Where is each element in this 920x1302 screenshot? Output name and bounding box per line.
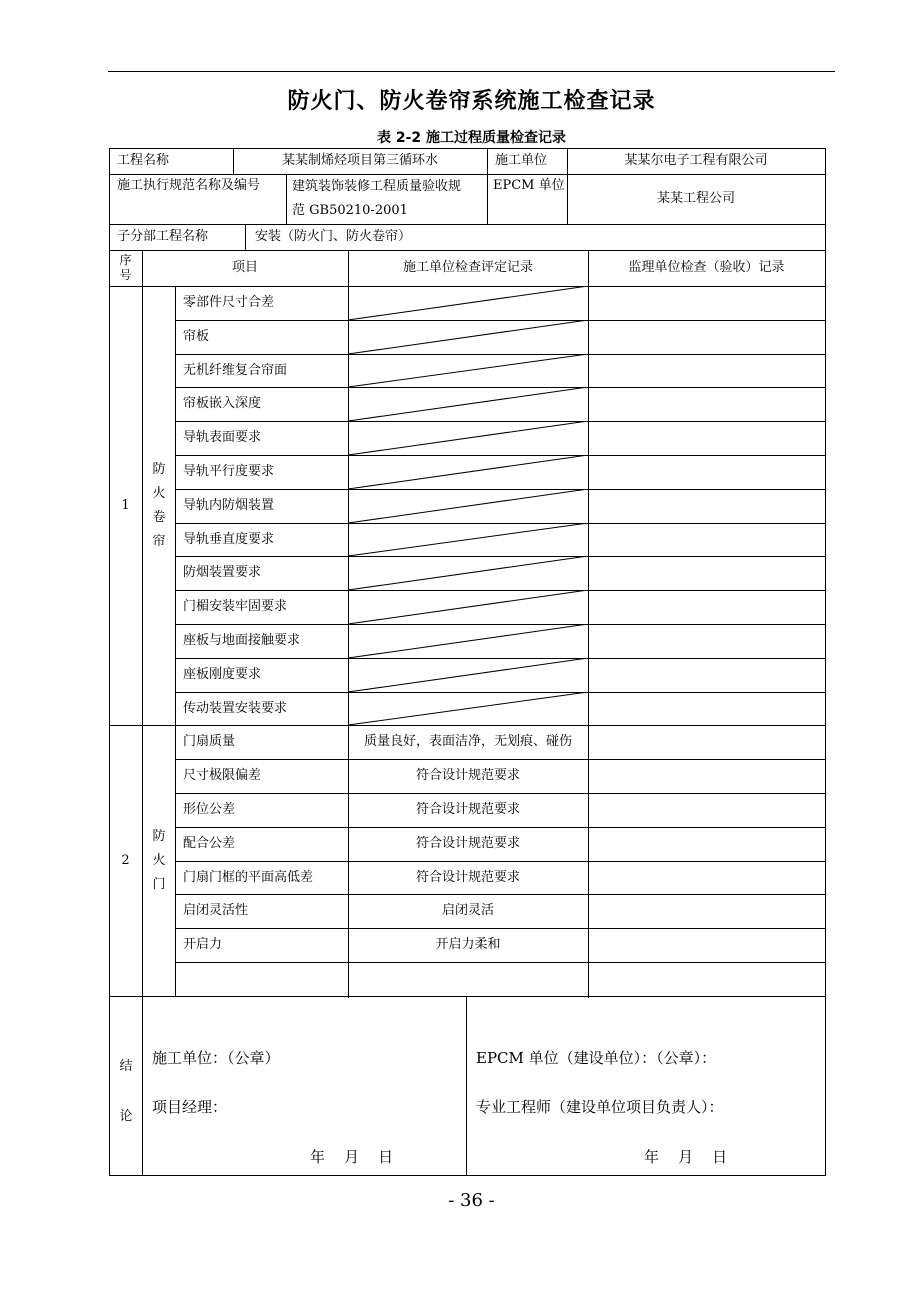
page-number: - 36 - [448,1190,495,1211]
item-name [175,759,348,793]
item-name [175,421,348,455]
item-name [175,962,348,996]
epcm-value [567,174,825,224]
epcm-date-text: 年 月 日 [644,1148,728,1166]
table-hline [109,1175,826,1176]
contractor-value [567,148,825,174]
professional-engineer-text: 专业工程师（建设单位项目负责人）： [476,1098,724,1116]
epcm-label [487,174,567,198]
contractor-record-text: 符合设计规范要求 [415,869,520,885]
column-contractor-header [348,250,588,286]
item-name [175,489,348,523]
contractor-record-text: 开启力柔和 [435,937,501,952]
item-name-text: 导轨平行度要求 [183,464,275,479]
item-name-text: 门楣安装牢固要求 [183,599,288,614]
contractor-record-text: 符合设计规范要求 [415,836,520,851]
contractor-record-text: 启闭灵活 [441,903,494,918]
group-seq-text: 1 [121,497,130,513]
not-applicable-slash [348,556,588,590]
subproject-label-text: 子分部工程名称 [117,229,209,244]
group-seq [109,725,142,996]
not-applicable-slash [348,523,588,556]
column-contractor-header-text: 施工单位检查评定记录 [402,260,533,275]
page-title: 防火门、防火卷帘系统施工检查记录 [287,89,656,114]
item-name-text: 无机纤维复合帘面 [183,362,288,378]
contractor-record [348,725,588,759]
group-category-text: 防火门 [152,828,166,892]
item-name [175,590,348,624]
contractor-record [348,894,588,928]
item-name [175,928,348,962]
contractor-date-text: 年 月 日 [310,1148,394,1166]
item-name-text: 启闭灵活性 [183,903,249,918]
column-item-header [142,250,348,286]
professional-engineer [466,1095,824,1119]
item-name-text: 形位公差 [183,802,236,817]
column-seq-text: 序号 [119,253,132,282]
item-name-text: 配合公差 [183,836,236,851]
item-name-text: 传动装置安装要求 [183,700,288,716]
epcm-value-text: 某某工程公司 [656,191,735,206]
not-applicable-slash [348,421,588,455]
item-name-text: 开启力 [183,937,223,952]
project-manager [142,1095,462,1119]
not-applicable-slash [348,692,588,725]
contractor-record [348,793,588,827]
item-name-text: 座板刚度要求 [183,667,262,682]
standard-label [109,174,286,198]
table-vline [142,250,143,1176]
standard-value-line2-text: 范 GB50210-2001 [292,203,408,218]
contractor-label-text: 施工单位 [495,153,548,168]
column-item-header-text: 项目 [231,260,258,275]
item-name [175,455,348,489]
contractor-seal-text: 施工单位：（公章） [152,1049,280,1067]
item-name [175,556,348,590]
item-name [175,861,348,894]
item-name-text: 尺寸极限偏差 [183,768,262,783]
table-vline [175,286,176,726]
item-name [175,692,348,725]
epcm-seal [466,1046,824,1070]
table-subtitle: 表 2-2 施工过程质量检查记录 [376,130,567,146]
table-hline [109,996,826,997]
contractor-label [487,148,567,174]
header-rule [108,71,835,72]
standard-value-line2 [286,200,487,222]
item-name-text: 帘板嵌入深度 [183,396,262,411]
standard-label-text: 施工执行规范名称及编号 [117,178,261,193]
table-vline [825,148,826,1176]
column-supervisor-header-text: 监理单位检查（验收）记录 [628,260,785,275]
item-name-text: 防烟装置要求 [183,565,262,580]
group-category [144,458,174,554]
item-name-text: 导轨表面要求 [183,430,262,445]
column-seq-header [109,251,142,286]
subproject-value [245,224,825,250]
item-name [175,793,348,827]
epcm-date [634,1145,794,1169]
not-applicable-slash [348,624,588,658]
contractor-seal [142,1046,462,1070]
contractor-record-text: 符合设计规范要求 [415,802,520,817]
contractor-record [348,759,588,793]
table-vline [466,997,467,1176]
item-name [175,387,348,421]
table-vline [175,725,176,997]
item-name [175,624,348,658]
item-name-text: 门扇门框的平面高低差 [183,869,314,885]
project-manager-text: 项目经理： [152,1098,228,1116]
group-seq [109,286,142,725]
not-applicable-slash [348,455,588,489]
conclusion-label-text: 结论 [119,1059,133,1124]
item-name-text: 零部件尺寸合差 [183,295,275,310]
standard-value-line1 [286,176,487,198]
item-name [175,354,348,387]
item-name-text: 导轨垂直度要求 [183,531,275,547]
item-name [175,894,348,928]
not-applicable-slash [348,590,588,624]
project-value-text: 某某制烯烃项目第三循环水 [281,153,438,168]
contractor-record-text: 符合设计规范要求 [415,768,520,783]
project-label [109,148,233,174]
item-name-text: 门扇质量 [183,734,236,749]
project-label-text: 工程名称 [117,153,170,168]
group-category [144,825,174,897]
not-applicable-slash [348,387,588,421]
contractor-record [348,928,588,962]
column-supervisor-header [588,250,825,286]
item-name [175,658,348,692]
not-applicable-slash [348,489,588,523]
project-value [233,148,487,174]
item-name [175,320,348,354]
not-applicable-slash [348,320,588,354]
conclusion-label [111,1042,141,1142]
item-name [175,523,348,556]
item-name-text: 帘板 [183,329,210,344]
not-applicable-slash [348,286,588,320]
not-applicable-slash [348,354,588,387]
contractor-date [300,1145,460,1169]
item-name-text: 座板与地面接触要求 [183,633,301,648]
epcm-seal-text: EPCM 单位（建设单位）：（公章）： [476,1049,717,1067]
group-category-text: 防火卷帘 [152,461,166,549]
contractor-record [348,827,588,861]
subproject-label [109,224,245,250]
item-name [175,725,348,759]
standard-value-line1-text: 建筑装饰装修工程质量验收规 [292,179,462,194]
item-name [175,286,348,320]
item-name [175,827,348,861]
not-applicable-slash [348,658,588,692]
contractor-record-text: 质量良好，表面洁净，无划痕、碰伤 [363,734,572,749]
epcm-label-text: EPCM 单位 [493,178,565,193]
contractor-value-text: 某某尔电子工程有限公司 [624,153,768,168]
contractor-record [348,861,588,894]
group-seq-text: 2 [121,852,130,868]
subproject-value-text: 安装（防火门、防火卷帘） [255,229,412,244]
item-name-text: 导轨内防烟装置 [183,498,275,513]
